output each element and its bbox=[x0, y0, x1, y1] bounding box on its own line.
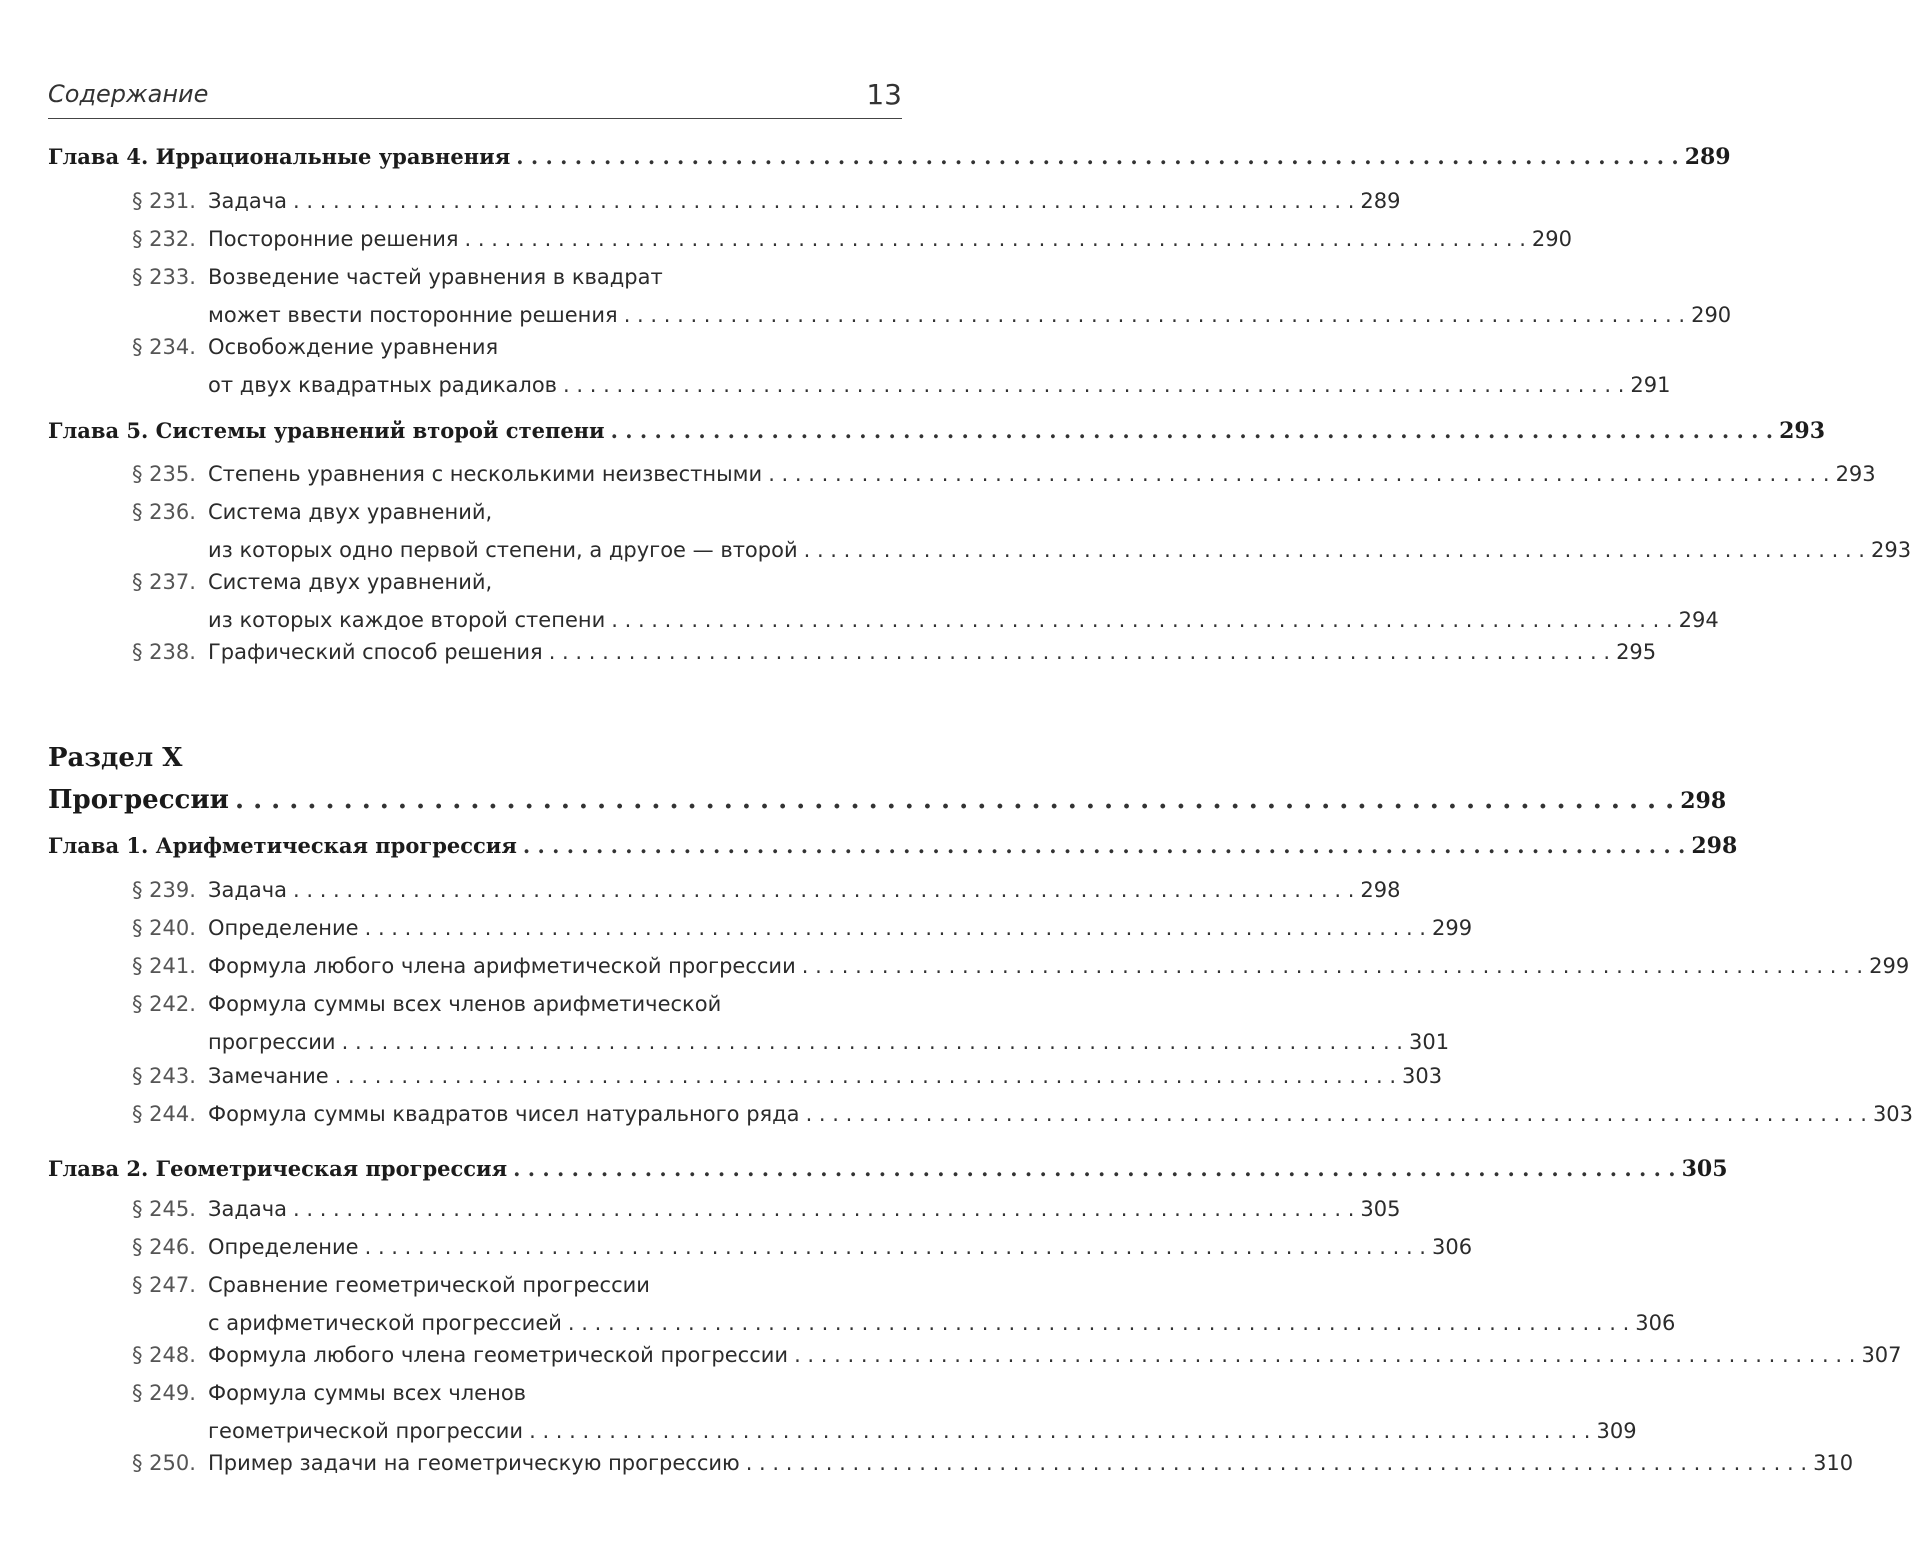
leader-dots: . . . . . . . . . . . . . . . . . . . . . . . . . . . . . . . . . . . . . . . . . . . . . . . . . . . . . . . . . . . . . . . . . . . . . . . . . . . . . . . . bbox=[293, 1197, 1355, 1221]
section-title bbox=[132, 563, 492, 601]
toc-section-entry[interactable] bbox=[132, 1228, 1473, 1266]
leader-dots: . . . . . . . . . . . . . . . . . . . . . . . . . . . . . . . . . . . . . . . . . . . . . . . . . . . . . . . . . . . . . . . . . . . . . . . . . . . . . . . . bbox=[293, 189, 1355, 213]
section-number: § 235. bbox=[132, 462, 196, 486]
toc-line bbox=[132, 947, 1910, 985]
page-ref: 289 bbox=[1360, 189, 1401, 213]
section-title bbox=[132, 1266, 650, 1304]
leader-dots: . . . . . . . . . . . . . . . . . . . . . . . . . . . . . . . . . . . . . . . . . . . . . . . . . . . . . . . . . . . . . . . . . . . . . . . . . . . . . . . . bbox=[803, 538, 1865, 562]
toc-line bbox=[132, 493, 902, 531]
toc-line bbox=[132, 871, 1401, 909]
section-title-text: Графический способ решения bbox=[208, 640, 543, 664]
section-title bbox=[132, 633, 543, 671]
section-title bbox=[132, 1374, 526, 1412]
toc-section-entry[interactable] bbox=[132, 220, 1573, 258]
page-ref: 307 bbox=[1861, 1343, 1902, 1367]
section-title-text: Замечание bbox=[208, 1064, 329, 1088]
toc-line bbox=[132, 1444, 1854, 1482]
section-title bbox=[132, 182, 287, 220]
section-title bbox=[132, 1228, 359, 1266]
leader-dots: . . . . . . . . . . . . . . . . . . . . . . . . . . . . . . . . . . . . . . . . . . . . . . . . . . . . . . . . . . . . . . . . . . . . . . . . . . . . . . . . bbox=[745, 1451, 1808, 1475]
section-title bbox=[132, 1095, 800, 1133]
section-number: § 241. bbox=[132, 954, 196, 978]
section-title-text: с арифметической прогрессией bbox=[208, 1311, 562, 1335]
chapter-title: Глава 2. Геометрическая прогрессия bbox=[48, 1156, 508, 1181]
section-title-text: Задача bbox=[208, 878, 287, 902]
section-title bbox=[132, 220, 459, 258]
toc-section-entry[interactable] bbox=[132, 871, 1401, 909]
toc-section-entry[interactable] bbox=[132, 493, 1912, 569]
page-ref: 294 bbox=[1678, 608, 1719, 632]
toc-line bbox=[132, 1374, 902, 1412]
toc-section-entry[interactable] bbox=[132, 1190, 1401, 1228]
section-number: § 240. bbox=[132, 916, 196, 940]
section-title-text: из которых каждое второй степени bbox=[208, 608, 606, 632]
toc-section-entry[interactable] bbox=[132, 909, 1473, 947]
section-title-text: Система двух уравнений, bbox=[208, 500, 493, 524]
section-title-text: Сравнение геометрической прогрессии bbox=[208, 1273, 650, 1297]
page-ref: 303 bbox=[1872, 1102, 1913, 1126]
leader-dots: . . . . . . . . . . . . . . . . . . . . . . . . . . . . . . . . . . . . . . . . . . . . . . . . . . . . . . . . . . . . . . . . . . . . . . . . . . . . . . . . bbox=[768, 462, 1830, 486]
page-header bbox=[48, 74, 902, 119]
page-ref: 306 bbox=[1431, 1235, 1473, 1259]
section-title-text: геометрической прогрессии bbox=[208, 1419, 524, 1443]
toc-line bbox=[132, 1266, 902, 1304]
leader-dots: . . . . . . . . . . . . . . . . . . . . . . . . . . . . . . . . . . . . . . . . . . . . . . . . . . . . . . . . . . . . . . . . . . . . . . . . . . . . . . . . bbox=[464, 227, 1526, 251]
toc-line bbox=[132, 985, 902, 1023]
toc-section-entry[interactable] bbox=[132, 258, 1732, 334]
page-ref: 293 bbox=[1870, 538, 1912, 562]
page-ref: 299 bbox=[1869, 954, 1910, 978]
page-ref: 310 bbox=[1813, 1451, 1854, 1475]
page-ref: 298 bbox=[1691, 833, 1738, 859]
toc-line bbox=[48, 138, 1731, 176]
page-ref: 303 bbox=[1402, 1064, 1443, 1088]
page-ref: 290 bbox=[1691, 303, 1732, 327]
section-number: § 246. bbox=[132, 1235, 196, 1259]
leader-dots: . . . . . . . . . . . . . . . . . . . . . . . . . . . . . . . . . . . . . . . . . . . . . . . . . . . . . . . . . . . . . . . . . . . . . . . . . . . . . . . . bbox=[801, 954, 1864, 978]
toc-line bbox=[48, 827, 1738, 865]
section-title-text: прогрессии bbox=[208, 1030, 336, 1054]
page-ref: 305 bbox=[1681, 1156, 1728, 1182]
leader-dots: . . . . . . . . . . . . . . . . . . . . . . . . . . . . . . . . . . . . . . . . . . . . . . . . . . . . . . . . . . . . . . . . . . . . . . . . . . . . . . . . bbox=[516, 144, 1679, 169]
toc-line bbox=[132, 563, 902, 601]
section-title bbox=[132, 366, 557, 404]
section-number: § 232. bbox=[132, 227, 196, 251]
section-number: § 243. bbox=[132, 1064, 196, 1088]
section-title-text: может ввести посторонние решения bbox=[208, 303, 618, 327]
section-number: § 249. bbox=[132, 1381, 196, 1405]
toc-section-entry[interactable] bbox=[132, 455, 1876, 493]
section-title bbox=[132, 909, 359, 947]
toc-line bbox=[132, 455, 1876, 493]
leader-dots: . . . . . . . . . . . . . . . . . . . . . . . . . . . . . . . . . . . . . . . . . . . . . . . . . . . . . . . . . . . . . . . . . . . . . . . . . . . . . . . . bbox=[611, 608, 1673, 632]
section-number: § 250. bbox=[132, 1451, 196, 1475]
toc-line bbox=[48, 1150, 1728, 1188]
chapter-title: Глава 5. Системы уравнений второй степени bbox=[48, 418, 605, 443]
toc-section-entry[interactable] bbox=[132, 1374, 1637, 1450]
section-title-text: Определение bbox=[208, 1235, 359, 1259]
section-title bbox=[132, 985, 721, 1023]
leader-dots: . . . . . . . . . . . . . . . . . . . . . . . . . . . . . . . . . . . . . . . . . . . . . . . . . . . . . . . . . . . . . . . . . . . . . . . . . . . . . . . . bbox=[567, 1311, 1630, 1335]
section-title-text: от двух квадратных радикалов bbox=[208, 373, 558, 397]
toc-section-entry[interactable] bbox=[132, 1057, 1443, 1095]
section-title-text: Определение bbox=[208, 916, 359, 940]
section-title-text: Степень уравнения с несколькими неизвестными bbox=[208, 462, 763, 486]
page-ref: 291 bbox=[1630, 373, 1671, 397]
section-title-text: Формула суммы всех членов bbox=[208, 1381, 527, 1405]
toc-section-entry[interactable] bbox=[132, 1336, 1902, 1374]
running-title: Содержание bbox=[48, 80, 209, 108]
toc-line bbox=[132, 366, 1671, 404]
leader-dots: . . . . . . . . . . . . . . . . . . . . . . . . . . . . . . . . . . . . . . . . . . . . . . . . . . . . . . . . . . . . . . . . . . . . . . . . . . . . . . . . bbox=[548, 640, 1611, 664]
section-number: § 231. bbox=[132, 189, 196, 213]
leader-dots: . . . . . . . . . . . . . . . . . . . . . . . . . . . . . . . . . . . . . . . . . . . . . . . . . . . . . . . . . . . . . . . . . . . . . . . . . . . . . . . . bbox=[563, 373, 1625, 397]
page-ref: 298 bbox=[1360, 878, 1401, 902]
toc-section-entry[interactable] bbox=[132, 1266, 1676, 1342]
section-title-text: Система двух уравнений, bbox=[208, 570, 493, 594]
toc-section-entry[interactable] bbox=[132, 563, 1719, 639]
leader-dots: . . . . . . . . . . . . . . . . . . . . . . . . . . . . . . . . . . . . . . . . . . . . . . . . . . . . . . . . . . . . . . . . . . . . . . . . . . . . . . . . bbox=[522, 833, 1686, 858]
part-number: Раздел X bbox=[48, 743, 183, 773]
toc-line bbox=[132, 258, 902, 296]
page-ref: 290 bbox=[1531, 227, 1573, 251]
toc-line bbox=[132, 1057, 1443, 1095]
section-title-text: Формула любого члена арифметической прогрессии bbox=[208, 954, 796, 978]
section-title-text: Задача bbox=[208, 189, 287, 213]
section-title-text: Возведение частей уравнения в квадрат bbox=[208, 265, 663, 289]
toc-part-entry[interactable] bbox=[48, 738, 1727, 822]
leader-dots: . . . . . . . . . . . . . . . . . . . . . . . . . . . . . . . . . . . . . . . . . . . . . . . . . . . . . . . . . . . . . . . . . . . . . . . . . . . . . . . . bbox=[293, 878, 1355, 902]
section-title-text: Формула любого члена геометрической прогрессии bbox=[208, 1343, 789, 1367]
page-ref: 309 bbox=[1596, 1419, 1637, 1443]
page-ref: 293 bbox=[1835, 462, 1876, 486]
page-ref: 299 bbox=[1431, 916, 1473, 940]
leader-dots: . . . . . . . . . . . . . . . . . . . . . . . . . . . . . . . . . . . . . . . . . . . . . . . . . . . . . . . . . . . . . . . . . . . . . . . . . . . . . . . . bbox=[805, 1102, 1867, 1126]
section-number: § 238. bbox=[132, 640, 196, 664]
section-number: § 239. bbox=[132, 878, 196, 902]
section-title bbox=[132, 328, 498, 366]
toc-line bbox=[132, 1336, 1902, 1374]
leader-dots: . . . . . . . . . . . . . . . . . . . . . . . . . . . . . . . . . . . . . . . . . . . . . . . . . . . . . . . . . . . . . . . . . . . . . . . . . . . . . . . . bbox=[623, 303, 1686, 327]
page-ref: 305 bbox=[1360, 1197, 1401, 1221]
leader-dots: . . . . . . . . . . . . . . . . . . . . . . . . . . . . . . . . . . . . . . . . . . . . . . . . . . . . . . . . . . . . . . . . . . . . . . . . . . . . . . . . bbox=[364, 916, 1426, 940]
toc-line bbox=[132, 1228, 1473, 1266]
section-title-text: Пример задачи на геометрическую прогрессию bbox=[208, 1451, 740, 1475]
toc-line bbox=[132, 1023, 1450, 1061]
toc-line bbox=[132, 328, 902, 366]
toc-section-entry[interactable] bbox=[132, 328, 1671, 404]
page-ref: 298 bbox=[1680, 788, 1727, 814]
section-number: § 237. bbox=[132, 570, 196, 594]
leader-dots: . . . . . . . . . . . . . . . . . . . . . . . . . . . . . . . . . . . . . . . . . . . . . . . . . . . . . . . . . . . . . . . . . . . . . . . . . . . . . . . . bbox=[364, 1235, 1426, 1259]
page-number: 13 bbox=[866, 78, 902, 111]
page-ref: 289 bbox=[1684, 144, 1731, 170]
section-number: § 247. bbox=[132, 1273, 196, 1297]
leader-dots: . . . . . . . . . . . . . . . . . . . . . . . . . . . . . . . . . . . . . . . . . . . . . . . . . . . . . . . . . . . . . . . . . . . . . . . . . . . . . . . . bbox=[234, 785, 1675, 815]
section-title-text: Задача bbox=[208, 1197, 287, 1221]
page-ref: 295 bbox=[1616, 640, 1657, 664]
section-title bbox=[132, 1336, 788, 1374]
section-title bbox=[132, 455, 762, 493]
section-title bbox=[132, 871, 287, 909]
section-title bbox=[132, 1023, 336, 1061]
section-number: § 244. bbox=[132, 1102, 196, 1126]
section-number: § 248. bbox=[132, 1343, 196, 1367]
section-title bbox=[132, 947, 796, 985]
section-title bbox=[132, 1057, 329, 1095]
toc-section-entry[interactable] bbox=[132, 947, 1910, 985]
leader-dots: . . . . . . . . . . . . . . . . . . . . . . . . . . . . . . . . . . . . . . . . . . . . . . . . . . . . . . . . . . . . . . . . . . . . . . . . . . . . . . . . bbox=[794, 1343, 1856, 1367]
toc-line bbox=[132, 633, 1657, 671]
section-title-text: Посторонние решения bbox=[208, 227, 459, 251]
section-title-text: Формула суммы квадратов чисел натурального ряда bbox=[208, 1102, 800, 1126]
toc-section-entry[interactable] bbox=[132, 985, 1450, 1061]
page-ref: 301 bbox=[1408, 1030, 1450, 1054]
leader-dots: . . . . . . . . . . . . . . . . . . . . . . . . . . . . . . . . . . . . . . . . . . . . . . . . . . . . . . . . . . . . . . . . . . . . . . . . . . . . . . . . bbox=[341, 1030, 1403, 1054]
section-number: § 245. bbox=[132, 1197, 196, 1221]
section-number: § 234. bbox=[132, 335, 196, 359]
toc-section-entry[interactable] bbox=[132, 182, 1401, 220]
toc-line bbox=[132, 182, 1401, 220]
section-number: § 242. bbox=[132, 992, 196, 1016]
toc-line bbox=[48, 778, 1727, 822]
toc-line bbox=[132, 1190, 1401, 1228]
part-title: Прогрессии bbox=[48, 785, 229, 815]
toc-line bbox=[48, 412, 1826, 450]
toc-section-entry[interactable] bbox=[132, 633, 1657, 671]
toc-section-entry[interactable] bbox=[132, 1444, 1854, 1482]
toc-chapter-entry[interactable] bbox=[48, 138, 1731, 176]
section-title bbox=[132, 1444, 740, 1482]
leader-dots: . . . . . . . . . . . . . . . . . . . . . . . . . . . . . . . . . . . . . . . . . . . . . . . . . . . . . . . . . . . . . . . . . . . . . . . . . . . . . . . . bbox=[334, 1064, 1397, 1088]
chapter-title: Глава 1. Арифметическая прогрессия bbox=[48, 833, 517, 858]
toc-line bbox=[132, 220, 1573, 258]
leader-dots: . . . . . . . . . . . . . . . . . . . . . . . . . . . . . . . . . . . . . . . . . . . . . . . . . . . . . . . . . . . . . . . . . . . . . . . . . . . . . . . . bbox=[529, 1419, 1591, 1443]
toc-line bbox=[132, 1095, 1913, 1133]
toc-chapter-entry[interactable] bbox=[48, 1150, 1728, 1188]
leader-dots: . . . . . . . . . . . . . . . . . . . . . . . . . . . . . . . . . . . . . . . . . . . . . . . . . . . . . . . . . . . . . . . . . . . . . . . . . . . . . . . . bbox=[513, 1156, 1676, 1181]
page-ref: 306 bbox=[1635, 1311, 1676, 1335]
section-number: § 233. bbox=[132, 265, 196, 289]
section-title bbox=[132, 1190, 287, 1228]
section-number: § 236. bbox=[132, 500, 196, 524]
section-title bbox=[132, 258, 663, 296]
leader-dots: . . . . . . . . . . . . . . . . . . . . . . . . . . . . . . . . . . . . . . . . . . . . . . . . . . . . . . . . . . . . . . . . . . . . . . . . . . . . . . . . bbox=[610, 418, 1774, 443]
chapter-title: Глава 4. Иррациональные уравнения bbox=[48, 144, 511, 169]
page-ref: 293 bbox=[1779, 418, 1826, 444]
section-title-text: Освобождение уравнения bbox=[208, 335, 499, 359]
toc-line bbox=[132, 909, 1473, 947]
section-title-text: из которых одно первой степени, а другое — второй bbox=[208, 538, 798, 562]
section-title bbox=[132, 493, 492, 531]
section-title-text: Формула суммы всех членов арифметической bbox=[208, 992, 722, 1016]
toc-chapter-entry[interactable] bbox=[48, 827, 1738, 865]
toc-chapter-entry[interactable] bbox=[48, 412, 1826, 450]
toc-section-entry[interactable] bbox=[132, 1095, 1913, 1133]
